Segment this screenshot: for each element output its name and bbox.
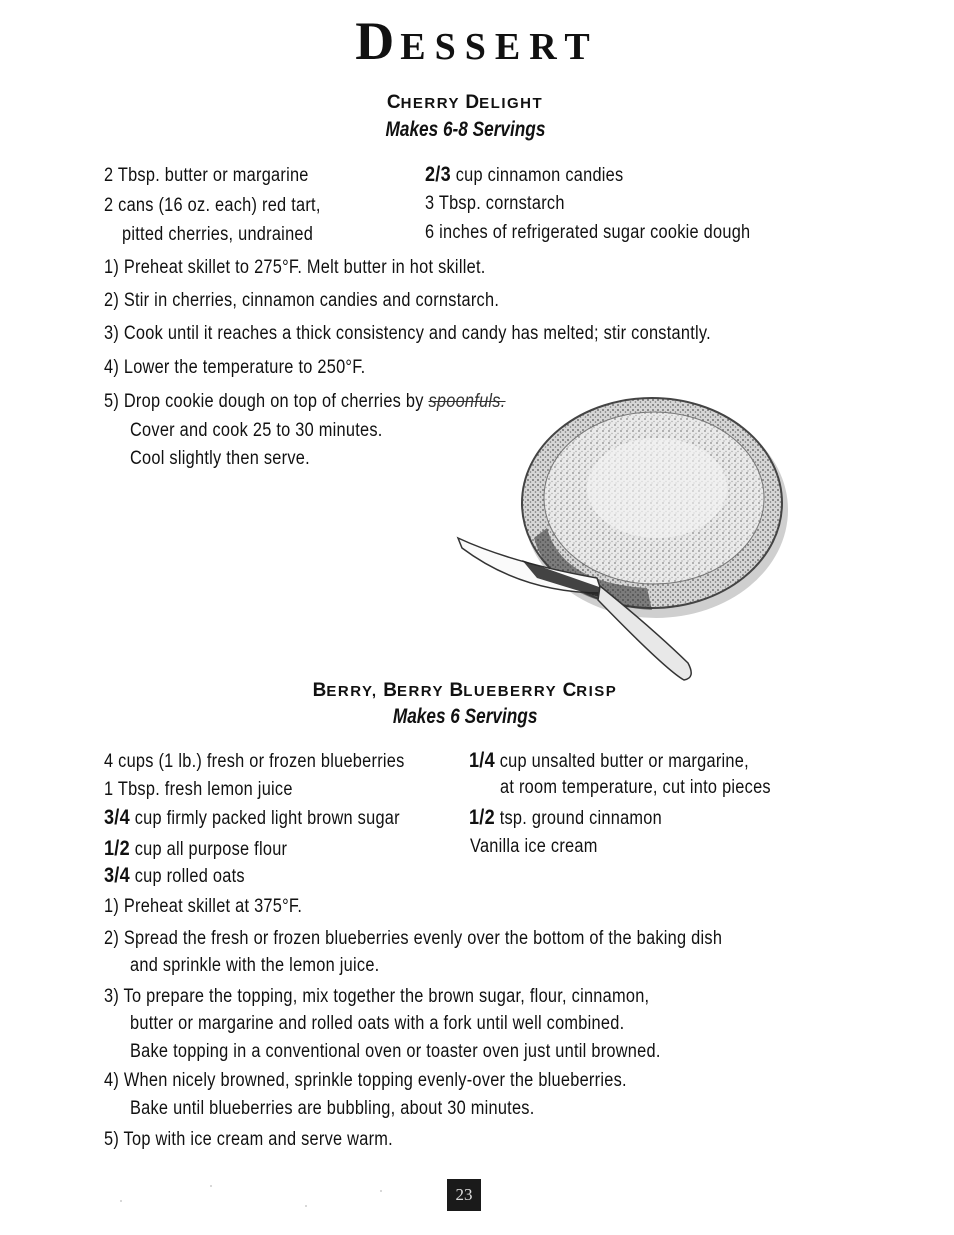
ingredient: 1/4 cup unsalted butter or margarine,: [469, 749, 749, 772]
ingredient: 1/2 tsp. ground cinnamon: [469, 806, 663, 829]
step-continuation: Cool slightly then serve.: [130, 448, 310, 469]
ingredient: 3/4 cup rolled oats: [104, 864, 245, 887]
page-title: [0, 10, 954, 72]
ingredient: 2 cans (16 oz. each) red tart,: [104, 195, 321, 216]
recipe-title-blueberry-crisp: BERRY, BERRY BLUEBERRY CRISP: [312, 680, 618, 701]
struck-word: spoonfuls.: [428, 391, 506, 412]
ingredient: 6 inches of refrigerated sugar cookie dough: [425, 222, 751, 243]
step: 3) To prepare the topping, mix together the brown sugar, flour, cinnamon,: [104, 986, 650, 1007]
ingredient: 2/3 cup cinnamon candies: [425, 163, 624, 186]
ingredient: 3 Tbsp. cornstarch: [425, 193, 565, 214]
step: 5) Drop cookie dough on top of cherries by spoonfuls.: [104, 391, 506, 412]
ingredient: 1/2 cup all purpose flour: [104, 837, 288, 860]
recipe-title-cherry-delight: CHERRY DELIGHT: [386, 92, 544, 113]
ingredient: Vanilla ice cream: [470, 836, 598, 857]
step-continuation: Bake topping in a conventional oven or toaster oven just until browned.: [130, 1041, 661, 1062]
step: 4) Lower the temperature to 250°F.: [104, 357, 366, 378]
cherry-pie-illustration: [452, 388, 792, 688]
page-title-initial: D: [355, 11, 401, 71]
step-continuation: and sprinkle with the lemon juice.: [130, 955, 380, 976]
step: 1) Preheat skillet at 375°F.: [104, 896, 303, 917]
step: 2) Stir in cherries, cinnamon candies and cornstarch.: [104, 290, 500, 311]
ingredient: 2 Tbsp. butter or margarine: [104, 165, 309, 186]
servings-cherry-delight: Makes 6-8 Servings: [385, 118, 545, 141]
step: 4) When nicely browned, sprinkle topping evenly-over the blueberries.: [104, 1070, 627, 1091]
ingredient: at room temperature, cut into pieces: [500, 777, 771, 798]
ingredient: pitted cherries, undrained: [122, 224, 314, 245]
ingredient: 1 Tbsp. fresh lemon juice: [104, 779, 293, 800]
ingredient: 3/4 cup firmly packed light brown sugar: [104, 806, 400, 829]
step-continuation: Cover and cook 25 to 30 minutes.: [130, 420, 383, 441]
page-number: 23: [447, 1179, 481, 1211]
step: 5) Top with ice cream and serve warm.: [104, 1129, 393, 1150]
step: 1) Preheat skillet to 275°F. Melt butter in hot skillet.: [104, 257, 486, 278]
step-continuation: Bake until blueberries are bubbling, about 30 minutes.: [130, 1098, 535, 1119]
ingredient: 4 cups (1 lb.) fresh or frozen blueberries: [104, 751, 405, 772]
step: 3) Cook until it reaches a thick consistency and candy has melted; stir constantly.: [104, 323, 711, 344]
step-continuation: butter or margarine and rolled oats with a fork until well combined.: [130, 1013, 625, 1034]
page-title-rest: ESSERT: [400, 26, 599, 68]
servings-blueberry-crisp: Makes 6 Servings: [392, 705, 538, 728]
step: 2) Spread the fresh or frozen blueberries evenly over the bottom of the baking dish: [104, 928, 723, 949]
